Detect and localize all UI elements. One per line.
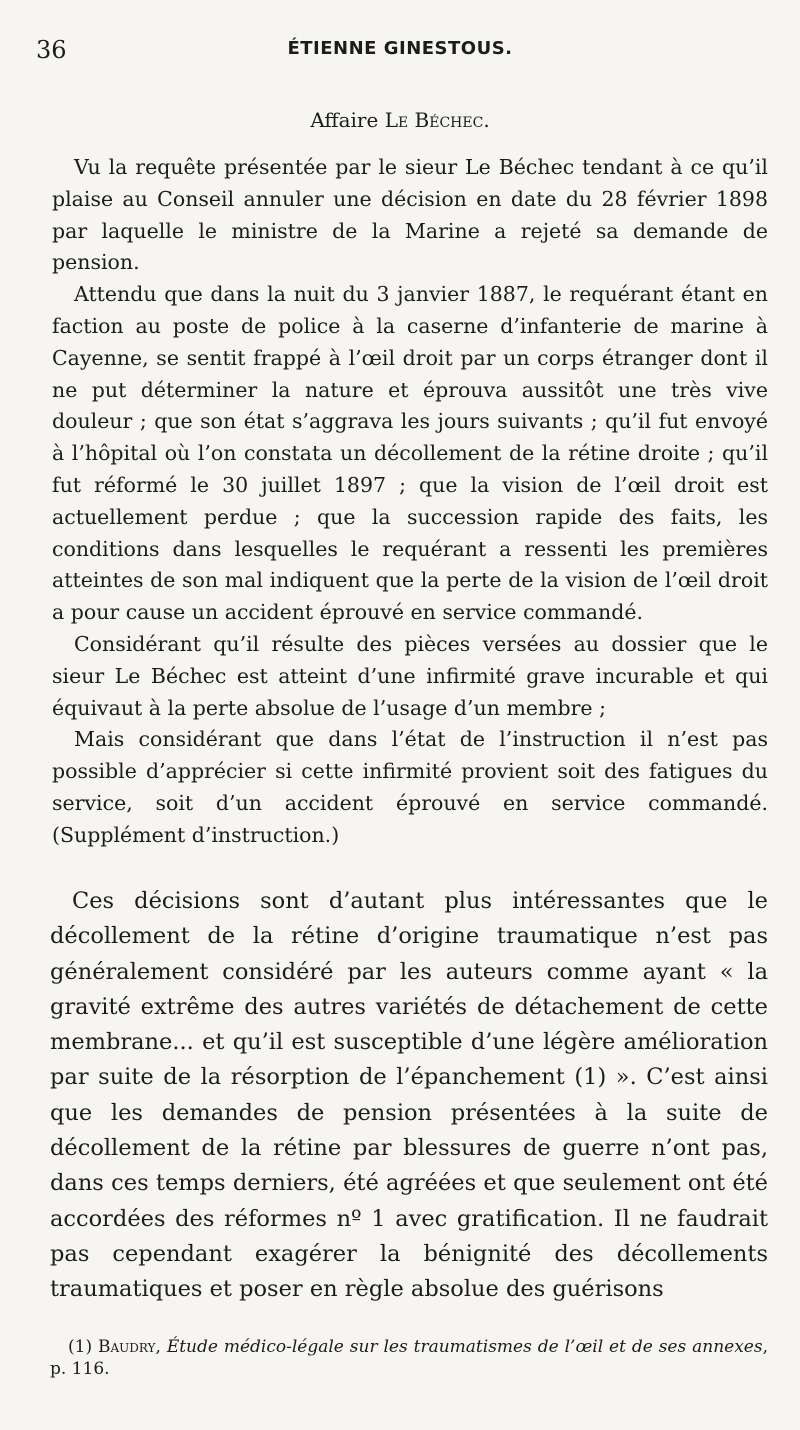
section-title-name: Le Béchec. <box>384 108 490 132</box>
section-title-prefix: Affaire <box>310 108 385 132</box>
footnote <box>50 1336 768 1380</box>
section-title <box>0 108 800 132</box>
footnote-page: , p. 116. <box>50 1337 768 1379</box>
paragraph-mais-considerant: Mais considérant que dans l’état de l’instruction il n’est pas possible d’apprécier si cette infirmité provient soit des fatigues du service, soit d’un accident éprouvé en service commandé. (Supplément d’instruction.) <box>52 727 768 847</box>
commentary-text <box>50 884 768 1308</box>
footnote-title: Étude médico-légale sur les traumatismes de l’œil et de ses annexes <box>166 1337 763 1357</box>
paragraph-attendu: Attendu que dans la nuit du 3 janvier 1887, le requérant étant en faction au poste de police à la caserne d’infanterie de marine à Cayenne, se sentit frappé à l’œil droit par un corps étranger dont il ne put déterminer la nature et éprouva aussitôt une très vive douleur ; que son état s’aggrava les jours suivants ; qu’il fut envoyé à l’hôpital où l’on constata un décollement de la rétine droite ; qu’il fut réformé le 30 juillet 1897 ; que la vision de l’œil droit est actuellement perdue ; que la succession rapide des faits, les conditions dans lesquelles le requérant a ressenti les premières atteintes de son mal indiquent que la perte de la vision de l’œil droit a pour cause un accident éprouvé en service commandé. <box>52 282 768 625</box>
footnote-marker: (1) <box>68 1337 98 1357</box>
footnote-separator: , <box>155 1337 167 1357</box>
paragraph-requete: Vu la requête présentée par le sieur Le Béchec tendant à ce qu’il plaise au Conseil annuler une décision en date du 28 février 1898 par laquelle le ministre de la Marine a rejeté sa demande de pension. <box>52 155 768 275</box>
paragraph-commentary: Ces décisions sont d’autant plus intéressantes que le décollement de la rétine d’origine traumatique n’est pas généralement considéré par les auteurs comme ayant « la gravité extrême des autres variétés de détachement de cette membrane... et qu’il est susceptible d’une légère amélioration par suite de la résorption de l’épanchement (1) ». C’est ainsi que les demandes de pension présentées à la suite de décollement de la rétine par blessures de guerre n’ont pas, dans ces temps derniers, été agréées et que seulement ont été accordées des réformes nº 1 avec gratification. Il ne faudrait pas cependant exagérer la bénignité des décollements traumatiques et poser en règle absolue des guérisons <box>50 888 768 1303</box>
page-header <box>36 36 764 70</box>
footnote-author: Baudry <box>98 1337 156 1357</box>
running-head: ÉTIENNE GINESTOUS. <box>287 38 513 59</box>
decision-text <box>52 152 768 852</box>
page-number: 36 <box>36 36 67 64</box>
paragraph-considerant: Considérant qu’il résulte des pièces versées au dossier que le sieur Le Béchec est atteint d’une infirmité grave incurable et qui équivaut à la perte absolue de l’usage d’un membre ; <box>52 631 768 720</box>
